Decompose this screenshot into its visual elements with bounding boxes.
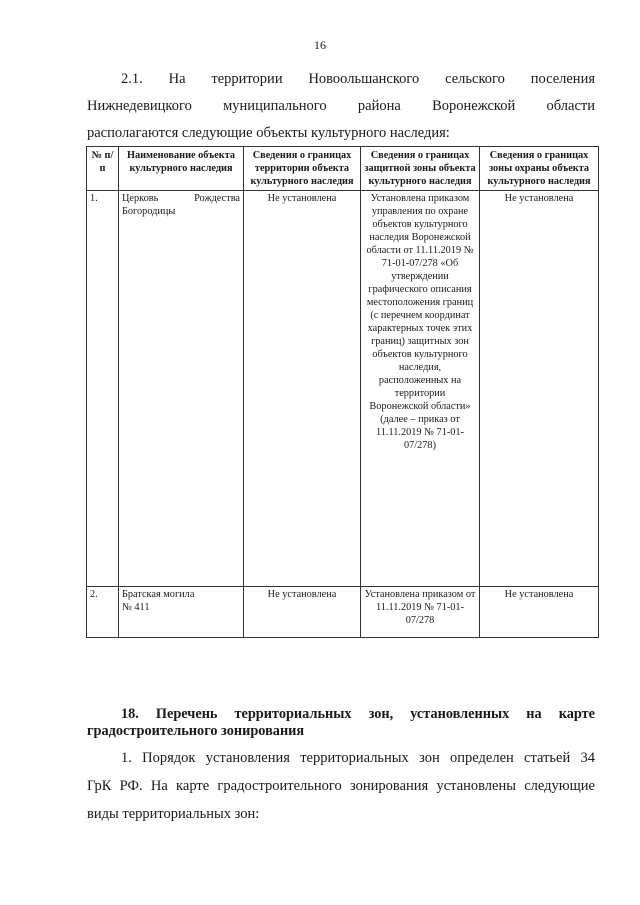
cell-protective-zone: Установлена приказом управления по охране объектов культурного наследия Воронежской области от 11.11.2019 № 71-01-07/278 «Об утверждении графического описания местоположения границ (с перечнем координат характерных точек этих границ) защитных зон объектов культурного наследия, расположенных на территории Воронежской области» (далее – приказ от 11.11.2019 № 71-01-07/278): [361, 191, 480, 587]
cell-name: [119, 587, 244, 638]
cell-number: 1.: [87, 191, 119, 587]
cell-protection-zone: Не установлена: [480, 191, 599, 587]
table-row: [87, 191, 599, 587]
table-header-row: [87, 147, 599, 191]
paragraph-line: виды территориальных зон:: [87, 806, 260, 822]
cell-name-line: Богородицы: [122, 206, 176, 217]
intro-paragraph: [87, 66, 595, 147]
header-protection-zone: Сведения о границах зоны охраны объекта культурного наследия: [480, 147, 599, 191]
cell-protection-zone: Не установлена: [480, 587, 599, 638]
section-heading-line: градостроительного зонирования: [87, 723, 305, 739]
intro-line: 2.1. На территории Новоольшанского сельского поселения: [121, 71, 595, 87]
paragraph-line: ГрК РФ. На карте градостроительного зонирования установлены следующие: [87, 778, 595, 794]
table-row: [87, 587, 599, 638]
cell-name-line: № 411: [122, 602, 150, 613]
section-heading: [87, 706, 595, 740]
cell-name-line: Церковь Рождества: [122, 193, 240, 204]
intro-line: располагаются следующие объекты культурного наследия:: [87, 125, 450, 141]
section-heading-line: 18. Перечень территориальных зон, установленных на карте: [121, 706, 595, 722]
header-protective-zone: Сведения о границах защитной зоны объекта культурного наследия: [361, 147, 480, 191]
header-number: № п/п: [87, 147, 119, 191]
cell-number: 2.: [87, 587, 119, 638]
paragraph-line: 1. Порядок установления территориальных зон определен статьей 34: [121, 750, 595, 766]
cell-territory: Не установлена: [244, 587, 361, 638]
body-paragraph: [87, 744, 595, 828]
intro-line: Нижнедевицкого муниципального района Воронежской области: [87, 98, 595, 114]
header-territory: Сведения о границах территории объекта культурного наследия: [244, 147, 361, 191]
cell-name-line: Братская могила: [122, 589, 195, 600]
cell-name: [119, 191, 244, 587]
page-number: 16: [314, 38, 326, 52]
cell-protective-zone: Установлена приказом от 11.11.2019 № 71-01-07/278: [361, 587, 480, 638]
heritage-objects-table: [86, 146, 599, 638]
cell-territory: Не установлена: [244, 191, 361, 587]
header-name: Наименование объекта культурного наследия: [119, 147, 244, 191]
